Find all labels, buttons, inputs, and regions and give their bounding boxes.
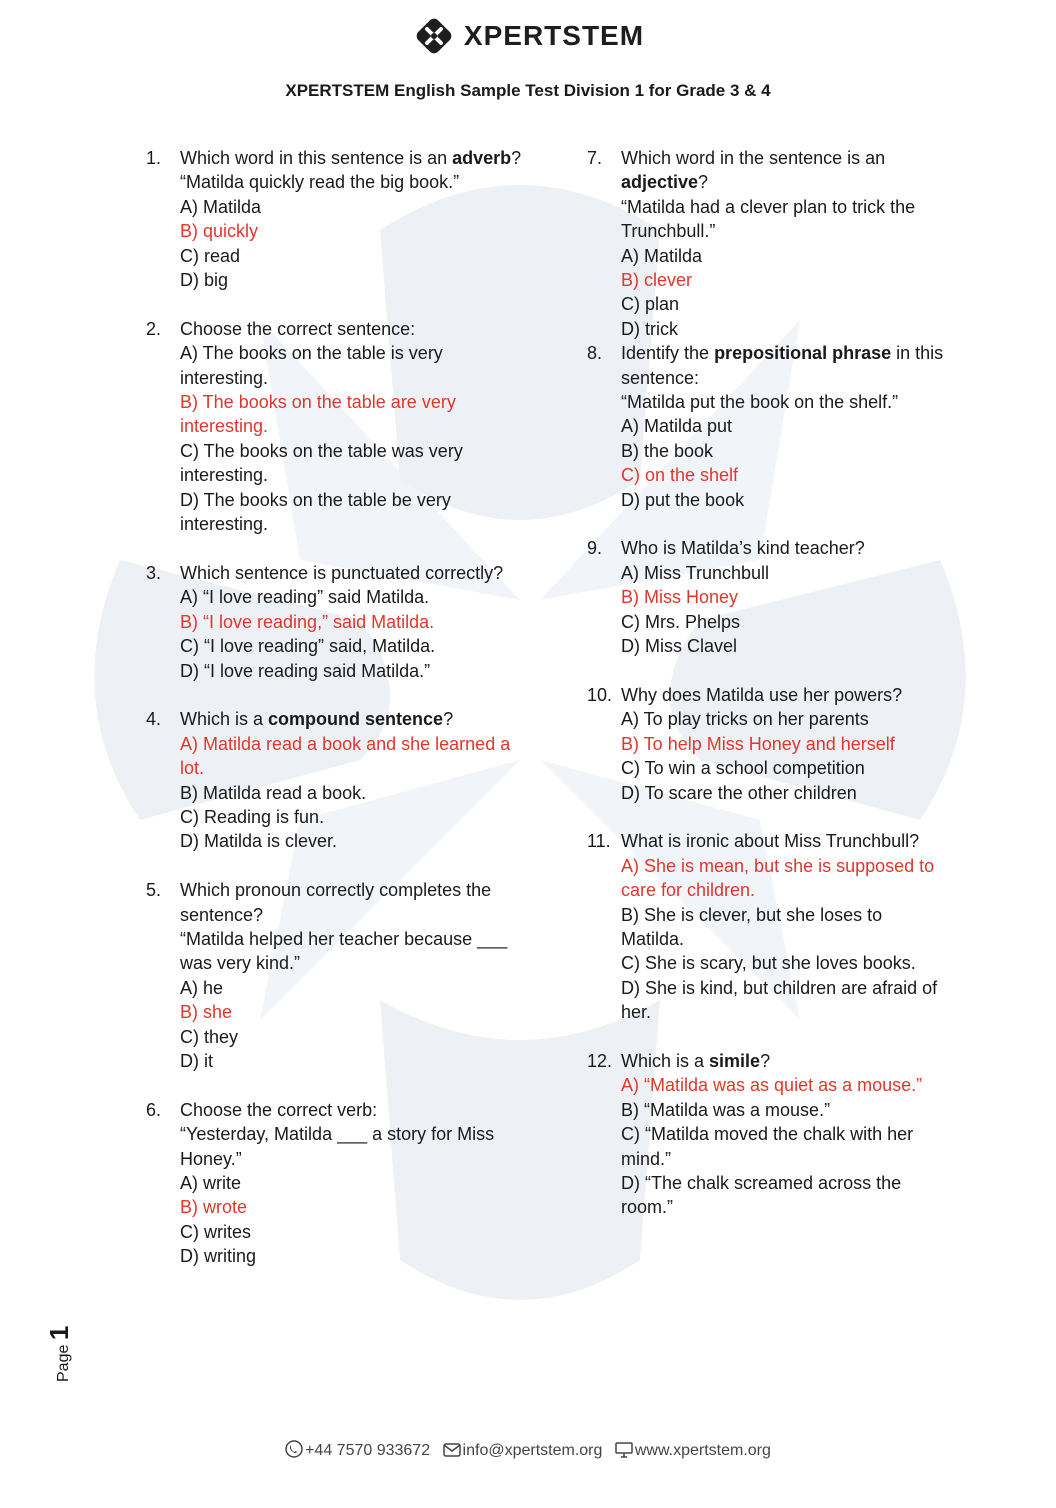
envelope-icon bbox=[443, 1442, 461, 1458]
question-text-pre: Which word in the sentence is an bbox=[621, 148, 886, 168]
answer-option: A) Matilda bbox=[621, 245, 703, 266]
answer-option-correct: B) The books on the table are very interesting. bbox=[180, 392, 456, 437]
answer-option: C) plan bbox=[621, 294, 680, 315]
answer-option-correct: A) She is mean, but she is supposed to care for children. bbox=[621, 855, 935, 901]
question-text-post: ? bbox=[511, 148, 522, 168]
answer-option: A) he bbox=[180, 977, 224, 998]
answer-option: A) “I love reading” said Matilda. bbox=[180, 587, 430, 608]
question-number: 1. bbox=[146, 148, 162, 168]
answer-option: D) it bbox=[180, 1050, 213, 1071]
question-text bbox=[621, 146, 947, 195]
answer-option: C) they bbox=[180, 1026, 239, 1047]
answer-option: B) She is clever, but she loses to Matilda. bbox=[621, 904, 883, 949]
monitor-icon bbox=[615, 1442, 633, 1458]
answer-option: D) The books on the table be very interesting. bbox=[180, 489, 451, 535]
question-number: 9. bbox=[587, 538, 603, 559]
question-text-pre: Who is Matilda’s kind teacher? bbox=[621, 538, 865, 559]
page-number: 1 bbox=[44, 1325, 74, 1341]
answer-option-correct: B) she bbox=[180, 1002, 233, 1023]
brand-logo bbox=[412, 14, 644, 58]
question-11 bbox=[587, 829, 947, 1024]
answer-option: C) “I love reading” said, Matilda. bbox=[180, 636, 436, 657]
question-text-pre: Which word in this sentence is an bbox=[180, 148, 453, 168]
footer-contact bbox=[0, 1440, 1056, 1460]
answer-option: D) Matilda is clever. bbox=[180, 831, 338, 852]
question-text bbox=[180, 707, 526, 731]
question-text-pre: Why does Matilda use her powers? bbox=[621, 684, 903, 705]
question-body bbox=[621, 683, 947, 805]
question-quote: “Matilda had a clever plan to trick the Trunchbull.” bbox=[621, 196, 916, 242]
answer-option: A) Matilda bbox=[180, 196, 262, 217]
answer-option-correct: B) “I love reading,” said Matilda. bbox=[180, 611, 435, 632]
footer-phone bbox=[285, 1442, 434, 1459]
answer-option: A) The books on the table is very interesting. bbox=[180, 343, 443, 388]
phone-icon bbox=[285, 1440, 303, 1458]
answer-option-correct: C) on the shelf bbox=[621, 465, 739, 486]
question-number: 10. bbox=[587, 684, 613, 705]
question-number: 2. bbox=[146, 318, 162, 339]
question-body bbox=[621, 341, 947, 512]
questions-column-left bbox=[146, 146, 526, 1293]
question-3 bbox=[146, 561, 526, 683]
answer-option: D) writing bbox=[180, 1246, 257, 1267]
footer-website bbox=[615, 1442, 771, 1459]
answer-option: C) “Matilda moved the chalk with her mind.” bbox=[621, 1124, 914, 1169]
answer-option: B) the book bbox=[621, 440, 714, 461]
answer-option-correct: B) Miss Honey bbox=[621, 587, 739, 608]
header bbox=[0, 14, 1056, 63]
answer-option: C) read bbox=[180, 245, 241, 266]
question-body bbox=[180, 317, 526, 537]
question-text-pre: Which is a bbox=[621, 1050, 710, 1071]
question-1 bbox=[146, 146, 526, 292]
question-text-post: ? bbox=[698, 172, 709, 193]
question-10 bbox=[587, 683, 947, 805]
question-quote: “Matilda quickly read the big book.” bbox=[180, 172, 460, 193]
answer-option-correct: A) Matilda read a book and she learned a lot. bbox=[180, 733, 511, 779]
answer-option-correct: B) quickly bbox=[180, 221, 259, 242]
question-text-pre: Which pronoun correctly completes the sentence? bbox=[180, 880, 492, 925]
question-2 bbox=[146, 317, 526, 537]
question-body bbox=[180, 1098, 526, 1269]
question-number: 12. bbox=[587, 1050, 613, 1071]
page-number-label bbox=[44, 1326, 75, 1382]
question-4 bbox=[146, 707, 526, 853]
question-body bbox=[180, 561, 526, 683]
question-9 bbox=[587, 536, 947, 658]
question-text-pre: Choose the correct sentence: bbox=[180, 318, 416, 339]
phone-text: +44 7570 933672 bbox=[305, 1442, 431, 1459]
question-body bbox=[621, 1049, 947, 1220]
answer-option: A) Miss Trunchbull bbox=[621, 562, 770, 583]
question-text-post: ? bbox=[443, 709, 454, 730]
document-title: XPERTSTEM English Sample Test Division 1 for Grade 3 & 4 bbox=[285, 81, 771, 100]
answer-option: D) put the book bbox=[621, 489, 745, 510]
answer-option: D) To scare the other children bbox=[621, 782, 857, 803]
question-text bbox=[621, 536, 947, 560]
question-text-pre: What is ironic about Miss Trunchbull? bbox=[621, 831, 920, 852]
answer-option: C) She is scary, but she loves books. bbox=[621, 953, 916, 974]
question-text bbox=[180, 317, 526, 341]
answer-option: C) Reading is fun. bbox=[180, 806, 325, 827]
answer-option: D) “The chalk screamed across the room.” bbox=[621, 1173, 902, 1218]
question-number: 5. bbox=[146, 880, 162, 901]
question-quote: “Yesterday, Matilda ___ a story for Miss Honey.” bbox=[180, 1124, 495, 1169]
answer-option: D) Miss Clavel bbox=[621, 636, 738, 657]
question-body bbox=[621, 536, 947, 658]
question-text-pre: Which is a bbox=[180, 709, 269, 730]
question-text-post: in this sentence: bbox=[621, 343, 944, 388]
answer-option: D) trick bbox=[621, 318, 678, 339]
xpertstem-logo-icon bbox=[412, 14, 456, 58]
website-text: www.xpertstem.org bbox=[634, 1442, 771, 1459]
answer-option: C) Mrs. Phelps bbox=[621, 611, 741, 632]
questions-column-right bbox=[587, 146, 947, 1244]
question-text bbox=[180, 146, 526, 170]
question-number: 11. bbox=[587, 831, 611, 852]
question-keyword: simile bbox=[709, 1050, 761, 1071]
question-number: 8. bbox=[587, 343, 603, 364]
answer-option: D) She is kind, but children are afraid of her. bbox=[621, 977, 938, 1023]
question-body bbox=[621, 829, 947, 1024]
question-keyword: adverb bbox=[452, 148, 512, 168]
question-text bbox=[621, 1049, 947, 1073]
question-12 bbox=[587, 1049, 947, 1220]
answer-option: A) write bbox=[180, 1172, 242, 1193]
question-text-post: ? bbox=[760, 1050, 771, 1071]
answer-option: B) “Matilda was a mouse.” bbox=[621, 1099, 831, 1120]
question-body bbox=[621, 146, 947, 341]
answer-option-correct: B) wrote bbox=[180, 1197, 248, 1218]
question-7 bbox=[587, 146, 947, 341]
answer-option: B) Matilda read a book. bbox=[180, 782, 367, 803]
question-keyword: compound sentence bbox=[268, 709, 444, 730]
question-body bbox=[180, 878, 526, 1073]
question-text bbox=[621, 829, 947, 853]
answer-option-correct: A) “Matilda was as quiet as a mouse.” bbox=[621, 1075, 923, 1096]
question-text-pre: Identify the bbox=[621, 343, 715, 364]
brand-name: XPERTSTEM bbox=[463, 20, 645, 51]
question-keyword: prepositional phrase bbox=[714, 343, 892, 364]
question-text bbox=[180, 1098, 526, 1122]
question-text-pre: Which sentence is punctuated correctly? bbox=[180, 562, 504, 583]
question-quote: “Matilda helped her teacher because ___ was very kind.” bbox=[180, 928, 508, 974]
question-8 bbox=[587, 341, 947, 512]
answer-option: D) big bbox=[180, 270, 229, 291]
question-number: 4. bbox=[146, 709, 162, 730]
question-5 bbox=[146, 878, 526, 1073]
question-number: 3. bbox=[146, 562, 162, 583]
answer-option-correct: B) To help Miss Honey and herself bbox=[621, 733, 895, 754]
question-keyword: adjective bbox=[621, 172, 699, 193]
answer-option: C) The books on the table was very interesting. bbox=[180, 440, 463, 486]
question-body bbox=[180, 146, 526, 292]
question-quote: “Matilda put the book on the shelf.” bbox=[621, 392, 899, 413]
question-text bbox=[621, 683, 947, 707]
question-number: 7. bbox=[587, 148, 603, 168]
question-body bbox=[180, 707, 526, 853]
email-text: info@xpertstem.org bbox=[462, 1442, 603, 1459]
question-text bbox=[180, 878, 526, 927]
question-text bbox=[621, 341, 947, 390]
answer-option-correct: B) clever bbox=[621, 270, 693, 291]
answer-option: D) “I love reading said Matilda.” bbox=[180, 660, 431, 681]
answer-option: C) writes bbox=[180, 1221, 251, 1242]
answer-option: A) To play tricks on her parents bbox=[621, 709, 869, 730]
question-number: 6. bbox=[146, 1099, 162, 1120]
footer-email bbox=[443, 1442, 607, 1459]
answer-option: A) Matilda put bbox=[621, 416, 733, 437]
question-text bbox=[180, 561, 526, 585]
question-6 bbox=[146, 1098, 526, 1269]
page-label-text: Page bbox=[55, 1344, 72, 1382]
question-text-pre: Choose the correct verb: bbox=[180, 1099, 378, 1120]
answer-option: C) To win a school competition bbox=[621, 758, 865, 779]
